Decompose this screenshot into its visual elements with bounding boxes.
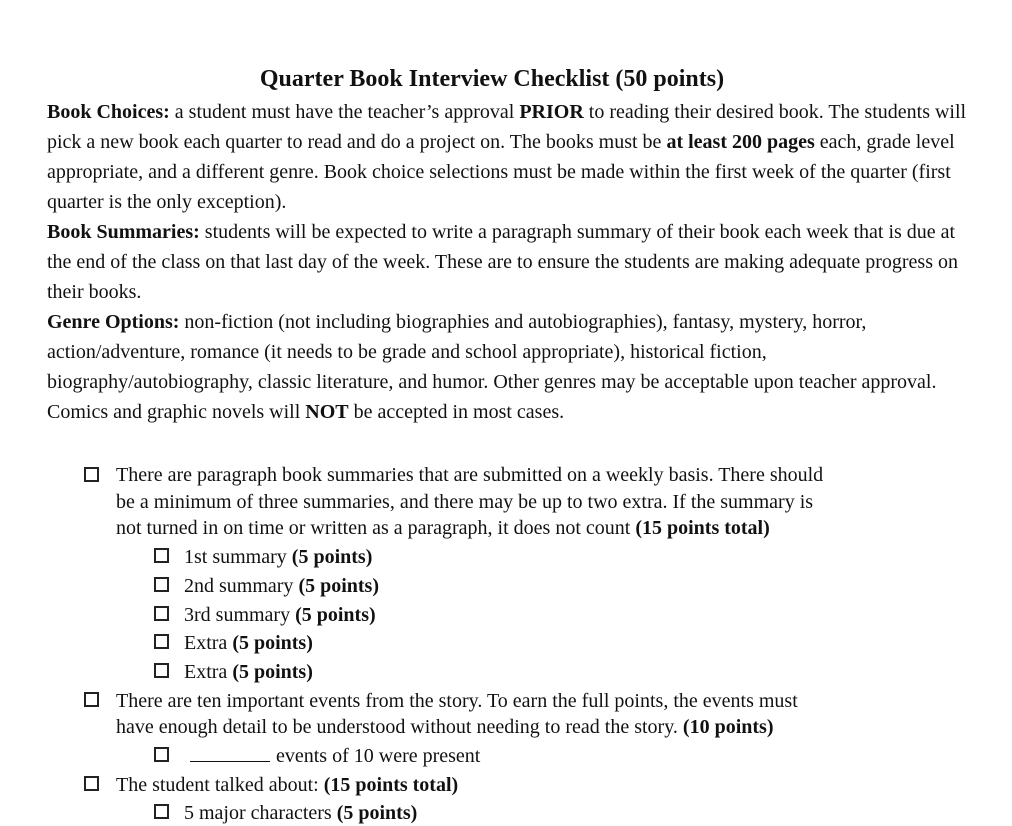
- item1-points: (15 points total): [635, 517, 770, 539]
- item2-line1: There are ten important events from the story. To earn the full points, the events must: [116, 690, 798, 712]
- genre-options-paragraph: [47, 307, 977, 427]
- checkbox-extra-1[interactable]: [154, 634, 169, 649]
- item1-line1: There are paragraph book summaries that are submitted on a weekly basis. There should: [116, 464, 824, 486]
- item1-line3: not turned in on time or written as a paragraph, it does not count (15 points total): [116, 517, 770, 539]
- item3-line: The student talked about: (15 points total): [116, 774, 459, 796]
- checkbox-extra-2[interactable]: [154, 663, 169, 678]
- book-choices-paragraph: [47, 97, 977, 217]
- checkbox-summaries[interactable]: [84, 467, 99, 482]
- book-summaries-text: students will be expected to write a paragraph summary of their book each week that is due at the end of the class on that last day of the week. These are to ensure the students are making adequate progress on their books.: [47, 221, 958, 303]
- sub-item-extra-2: Extra (5 points): [184, 661, 313, 683]
- sub-item-summary-2: 2nd summary (5 points): [184, 575, 380, 597]
- prior-emphasis: PRIOR: [519, 101, 584, 123]
- item2-points: (10 points): [682, 716, 774, 738]
- page-requirement: at least 200 pages: [666, 131, 815, 153]
- genre-options-text-2: be accepted in most cases.: [348, 401, 565, 423]
- checkbox-events-count[interactable]: [154, 747, 169, 762]
- checkbox-events[interactable]: [84, 692, 99, 707]
- book-summaries-label: Book Summaries:: [47, 221, 200, 243]
- checkbox-talked-about[interactable]: [84, 776, 99, 791]
- not-emphasis: NOT: [305, 401, 349, 423]
- item2-line2: have enough detail to be understood without needing to read the story. (10 points): [116, 716, 774, 738]
- sub-item-extra-1: Extra (5 points): [184, 632, 313, 654]
- genre-options-label: Genre Options:: [47, 311, 180, 333]
- events-blank[interactable]: [190, 743, 270, 762]
- book-choices-text-1: a student must have the teacher’s approval: [169, 101, 520, 123]
- page-title: Quarter Book Interview Checklist (50 points): [259, 66, 725, 92]
- item1-line2: be a minimum of three summaries, and there may be up to two extra. If the summary is: [116, 491, 814, 513]
- checkbox-summary-3[interactable]: [154, 606, 169, 621]
- checkbox-summary-2[interactable]: [154, 577, 169, 592]
- sub-item-summary-1: 1st summary (5 points): [184, 546, 373, 568]
- item3-points: (15 points total): [323, 774, 459, 796]
- genre-options-text-1: non-fiction (not including biographies and autobiographies), fantasy, mystery, horror, action/adventure, romance (it needs to be grade and school appropriate), historical fiction, biography/autobiography, classic literature, and humor. Other genres may be acceptable upon teacher approval. Comics and graphic novels will: [47, 311, 937, 423]
- book-choices-text-3: each, grade level appropriate, and a different genre. Book choice selections must be made within the first week of the quarter (first quarter is the only exception).: [47, 131, 955, 213]
- events-count-line: events of 10 were present: [190, 743, 480, 769]
- sub-item-summary-3: 3rd summary (5 points): [184, 604, 376, 626]
- checkbox-characters[interactable]: [154, 804, 169, 819]
- checkbox-summary-1[interactable]: [154, 548, 169, 563]
- book-choices-label: Book Choices:: [47, 101, 170, 123]
- book-choices-text-2: to reading their desired book. The students will pick a new book each quarter to read and do a project on. The books must be: [47, 101, 967, 153]
- sub-item-characters: 5 major characters (5 points): [184, 802, 418, 824]
- book-summaries-paragraph: [47, 217, 977, 307]
